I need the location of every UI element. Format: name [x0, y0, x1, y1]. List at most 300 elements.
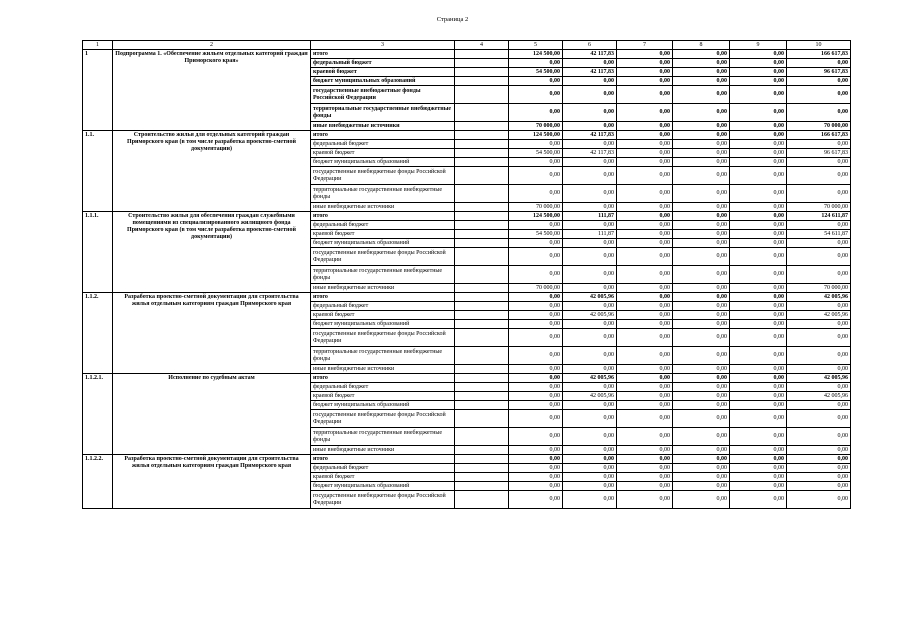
- section-title: Строительство жилья для обеспечения граждан служебными помещениями из специализированного жилищного фонда Приморского края (в том числе разработка проектно-сметной документации): [113, 212, 311, 293]
- amount-cell-col7: 0,00: [617, 392, 673, 401]
- section-code: 1.1.2.1.: [83, 374, 113, 455]
- amount-cell-col5: 0,00: [509, 329, 563, 347]
- table-row: [83, 212, 851, 221]
- table-row: [83, 131, 851, 140]
- funding-source: итого: [311, 293, 455, 302]
- amount-cell-col4: [455, 266, 509, 284]
- funding-source: итого: [311, 455, 455, 464]
- amount-cell-col10: 166 617,83: [787, 131, 851, 140]
- amount-cell-col9: 0,00: [730, 221, 787, 230]
- amount-cell-col8: 0,00: [673, 329, 730, 347]
- amount-cell-col5: 0,00: [509, 473, 563, 482]
- amount-cell-col8: 0,00: [673, 68, 730, 77]
- table-row: [83, 374, 851, 383]
- amount-cell-col9: 0,00: [730, 482, 787, 491]
- amount-cell-col9: 0,00: [730, 185, 787, 203]
- amount-cell-col9: 0,00: [730, 455, 787, 464]
- amount-cell-col5: 0,00: [509, 158, 563, 167]
- amount-cell-col4: [455, 158, 509, 167]
- amount-cell-col9: 0,00: [730, 140, 787, 149]
- amount-cell-col8: 0,00: [673, 149, 730, 158]
- funding-source: федеральный бюджет: [311, 221, 455, 230]
- amount-cell-col8: 0,00: [673, 167, 730, 185]
- amount-cell-col7: 0,00: [617, 221, 673, 230]
- amount-cell-col8: 0,00: [673, 401, 730, 410]
- budget-table: [82, 40, 851, 509]
- amount-cell-col5: 0,00: [509, 383, 563, 392]
- amount-cell-col8: 0,00: [673, 203, 730, 212]
- column-number: 2: [113, 41, 311, 50]
- amount-cell-col6: 42 117,83: [563, 131, 617, 140]
- amount-cell-col7: 0,00: [617, 401, 673, 410]
- amount-cell-col4: [455, 383, 509, 392]
- amount-cell-col10: 0,00: [787, 491, 851, 509]
- amount-cell-col7: 0,00: [617, 77, 673, 86]
- amount-cell-col7: 0,00: [617, 464, 673, 473]
- amount-cell-col5: 0,00: [509, 293, 563, 302]
- amount-cell-col9: 0,00: [730, 212, 787, 221]
- amount-cell-col4: [455, 374, 509, 383]
- funding-source: государственные внебюджетные фонды Российской Федерации: [311, 491, 455, 509]
- amount-cell-col6: 0,00: [563, 365, 617, 374]
- funding-source: территориальные государственные внебюджетные фонды: [311, 428, 455, 446]
- amount-cell-col6: 0,00: [563, 455, 617, 464]
- funding-source: бюджет муниципальных образований: [311, 320, 455, 329]
- amount-cell-col9: 0,00: [730, 122, 787, 131]
- amount-cell-col5: 0,00: [509, 140, 563, 149]
- amount-cell-col7: 0,00: [617, 122, 673, 131]
- amount-cell-col7: 0,00: [617, 311, 673, 320]
- amount-cell-col9: 0,00: [730, 104, 787, 122]
- amount-cell-col4: [455, 68, 509, 77]
- amount-cell-col4: [455, 284, 509, 293]
- amount-cell-col10: 0,00: [787, 464, 851, 473]
- table-row: [83, 293, 851, 302]
- amount-cell-col5: 0,00: [509, 410, 563, 428]
- amount-cell-col10: 166 617,83: [787, 50, 851, 59]
- amount-cell-col4: [455, 131, 509, 140]
- amount-cell-col8: 0,00: [673, 455, 730, 464]
- amount-cell-col7: 0,00: [617, 185, 673, 203]
- amount-cell-col7: 0,00: [617, 167, 673, 185]
- amount-cell-col8: 0,00: [673, 212, 730, 221]
- amount-cell-col7: 0,00: [617, 50, 673, 59]
- amount-cell-col10: 0,00: [787, 446, 851, 455]
- amount-cell-col9: 0,00: [730, 365, 787, 374]
- amount-cell-col5: 0,00: [509, 185, 563, 203]
- amount-cell-col9: 0,00: [730, 293, 787, 302]
- amount-cell-col8: 0,00: [673, 392, 730, 401]
- amount-cell-col4: [455, 473, 509, 482]
- amount-cell-col4: [455, 59, 509, 68]
- funding-source: краевой бюджет: [311, 392, 455, 401]
- funding-source: иные внебюджетные источники: [311, 284, 455, 293]
- funding-source: федеральный бюджет: [311, 302, 455, 311]
- amount-cell-col8: 0,00: [673, 374, 730, 383]
- amount-cell-col10: 96 617,83: [787, 68, 851, 77]
- amount-cell-col10: 0,00: [787, 86, 851, 104]
- column-number-row: [83, 41, 851, 50]
- amount-cell-col10: 0,00: [787, 365, 851, 374]
- amount-cell-col7: 0,00: [617, 140, 673, 149]
- amount-cell-col9: 0,00: [730, 239, 787, 248]
- amount-cell-col9: 0,00: [730, 203, 787, 212]
- amount-cell-col6: 0,00: [563, 329, 617, 347]
- amount-cell-col6: 0,00: [563, 77, 617, 86]
- amount-cell-col8: 0,00: [673, 311, 730, 320]
- amount-cell-col7: 0,00: [617, 491, 673, 509]
- amount-cell-col4: [455, 293, 509, 302]
- funding-source: краевой бюджет: [311, 149, 455, 158]
- amount-cell-col10: 0,00: [787, 248, 851, 266]
- amount-cell-col5: 0,00: [509, 266, 563, 284]
- amount-cell-col4: [455, 401, 509, 410]
- amount-cell-col7: 0,00: [617, 374, 673, 383]
- amount-cell-col4: [455, 203, 509, 212]
- amount-cell-col6: 0,00: [563, 158, 617, 167]
- funding-source: краевой бюджет: [311, 68, 455, 77]
- amount-cell-col6: 0,00: [563, 482, 617, 491]
- amount-cell-col7: 0,00: [617, 428, 673, 446]
- amount-cell-col4: [455, 392, 509, 401]
- funding-source: федеральный бюджет: [311, 464, 455, 473]
- amount-cell-col5: 0,00: [509, 392, 563, 401]
- amount-cell-col10: 0,00: [787, 239, 851, 248]
- amount-cell-col7: 0,00: [617, 239, 673, 248]
- amount-cell-col8: 0,00: [673, 86, 730, 104]
- amount-cell-col7: 0,00: [617, 131, 673, 140]
- section-title: Разработка проектно-сметной документации для строительства жилья отдельным категориям граждан Приморского края: [113, 293, 311, 374]
- column-number: 9: [730, 41, 787, 50]
- amount-cell-col4: [455, 410, 509, 428]
- amount-cell-col8: 0,00: [673, 185, 730, 203]
- amount-cell-col9: 0,00: [730, 329, 787, 347]
- amount-cell-col8: 0,00: [673, 122, 730, 131]
- amount-cell-col6: 42 005,96: [563, 311, 617, 320]
- amount-cell-col4: [455, 248, 509, 266]
- amount-cell-col4: [455, 104, 509, 122]
- amount-cell-col10: 0,00: [787, 428, 851, 446]
- amount-cell-col7: 0,00: [617, 59, 673, 68]
- amount-cell-col7: 0,00: [617, 446, 673, 455]
- amount-cell-col8: 0,00: [673, 365, 730, 374]
- funding-source: краевой бюджет: [311, 473, 455, 482]
- amount-cell-col10: 0,00: [787, 140, 851, 149]
- amount-cell-col6: 0,00: [563, 248, 617, 266]
- amount-cell-col4: [455, 446, 509, 455]
- funding-source: итого: [311, 374, 455, 383]
- amount-cell-col5: 0,00: [509, 59, 563, 68]
- amount-cell-col5: 0,00: [509, 446, 563, 455]
- amount-cell-col6: 42 005,96: [563, 374, 617, 383]
- amount-cell-col4: [455, 122, 509, 131]
- amount-cell-col6: 111,87: [563, 212, 617, 221]
- amount-cell-col10: 54 611,87: [787, 230, 851, 239]
- amount-cell-col8: 0,00: [673, 347, 730, 365]
- amount-cell-col8: 0,00: [673, 383, 730, 392]
- amount-cell-col10: 0,00: [787, 59, 851, 68]
- funding-source: бюджет муниципальных образований: [311, 482, 455, 491]
- amount-cell-col6: 0,00: [563, 203, 617, 212]
- funding-source: территориальные государственные внебюджетные фонды: [311, 185, 455, 203]
- amount-cell-col8: 0,00: [673, 239, 730, 248]
- funding-source: государственные внебюджетные фонды Российской Федерации: [311, 86, 455, 104]
- amount-cell-col9: 0,00: [730, 410, 787, 428]
- amount-cell-col6: 0,00: [563, 446, 617, 455]
- amount-cell-col5: 0,00: [509, 221, 563, 230]
- column-number: 3: [311, 41, 455, 50]
- amount-cell-col9: 0,00: [730, 149, 787, 158]
- page-label: Страница 2: [436, 16, 469, 23]
- amount-cell-col5: 0,00: [509, 311, 563, 320]
- amount-cell-col6: 42 117,83: [563, 68, 617, 77]
- amount-cell-col10: 0,00: [787, 482, 851, 491]
- amount-cell-col9: 0,00: [730, 59, 787, 68]
- amount-cell-col5: 0,00: [509, 374, 563, 383]
- amount-cell-col9: 0,00: [730, 77, 787, 86]
- amount-cell-col10: 0,00: [787, 383, 851, 392]
- amount-cell-col6: 0,00: [563, 284, 617, 293]
- amount-cell-col7: 0,00: [617, 266, 673, 284]
- amount-cell-col9: 0,00: [730, 302, 787, 311]
- amount-cell-col7: 0,00: [617, 473, 673, 482]
- funding-source: иные внебюджетные источники: [311, 446, 455, 455]
- amount-cell-col6: 0,00: [563, 140, 617, 149]
- amount-cell-col5: 124 500,00: [509, 131, 563, 140]
- amount-cell-col8: 0,00: [673, 293, 730, 302]
- amount-cell-col8: 0,00: [673, 266, 730, 284]
- amount-cell-col6: 0,00: [563, 86, 617, 104]
- amount-cell-col10: 0,00: [787, 473, 851, 482]
- amount-cell-col5: 70 000,00: [509, 203, 563, 212]
- funding-source: федеральный бюджет: [311, 383, 455, 392]
- amount-cell-col6: 0,00: [563, 320, 617, 329]
- amount-cell-col8: 0,00: [673, 302, 730, 311]
- amount-cell-col8: 0,00: [673, 131, 730, 140]
- amount-cell-col9: 0,00: [730, 86, 787, 104]
- amount-cell-col6: 0,00: [563, 122, 617, 131]
- amount-cell-col9: 0,00: [730, 248, 787, 266]
- amount-cell-col10: 0,00: [787, 455, 851, 464]
- amount-cell-col8: 0,00: [673, 221, 730, 230]
- amount-cell-col5: 0,00: [509, 320, 563, 329]
- amount-cell-col5: 70 000,00: [509, 122, 563, 131]
- amount-cell-col8: 0,00: [673, 230, 730, 239]
- funding-source: бюджет муниципальных образований: [311, 158, 455, 167]
- amount-cell-col5: 124 500,00: [509, 212, 563, 221]
- section-code: 1.1.2.: [83, 293, 113, 374]
- amount-cell-col6: 111,87: [563, 230, 617, 239]
- amount-cell-col10: 42 005,96: [787, 293, 851, 302]
- amount-cell-col4: [455, 311, 509, 320]
- amount-cell-col6: 42 117,83: [563, 149, 617, 158]
- table-row: [83, 455, 851, 464]
- amount-cell-col9: 0,00: [730, 374, 787, 383]
- amount-cell-col8: 0,00: [673, 248, 730, 266]
- amount-cell-col7: 0,00: [617, 347, 673, 365]
- amount-cell-col7: 0,00: [617, 293, 673, 302]
- amount-cell-col5: 0,00: [509, 464, 563, 473]
- funding-source: государственные внебюджетные фонды Российской Федерации: [311, 167, 455, 185]
- table-row: [83, 50, 851, 59]
- amount-cell-col7: 0,00: [617, 365, 673, 374]
- budget-table-body: [83, 41, 851, 509]
- amount-cell-col10: 0,00: [787, 77, 851, 86]
- amount-cell-col8: 0,00: [673, 140, 730, 149]
- amount-cell-col7: 0,00: [617, 230, 673, 239]
- amount-cell-col6: 0,00: [563, 473, 617, 482]
- amount-cell-col8: 0,00: [673, 410, 730, 428]
- amount-cell-col10: 0,00: [787, 167, 851, 185]
- amount-cell-col8: 0,00: [673, 473, 730, 482]
- amount-cell-col7: 0,00: [617, 410, 673, 428]
- amount-cell-col4: [455, 329, 509, 347]
- amount-cell-col9: 0,00: [730, 491, 787, 509]
- amount-cell-col6: 0,00: [563, 464, 617, 473]
- amount-cell-col9: 0,00: [730, 392, 787, 401]
- amount-cell-col4: [455, 455, 509, 464]
- amount-cell-col4: [455, 428, 509, 446]
- funding-source: иные внебюджетные источники: [311, 122, 455, 131]
- amount-cell-col4: [455, 140, 509, 149]
- amount-cell-col6: 0,00: [563, 167, 617, 185]
- funding-source: федеральный бюджет: [311, 140, 455, 149]
- funding-source: бюджет муниципальных образований: [311, 77, 455, 86]
- amount-cell-col9: 0,00: [730, 473, 787, 482]
- amount-cell-col4: [455, 482, 509, 491]
- amount-cell-col8: 0,00: [673, 428, 730, 446]
- amount-cell-col4: [455, 86, 509, 104]
- amount-cell-col4: [455, 167, 509, 185]
- amount-cell-col10: 0,00: [787, 410, 851, 428]
- amount-cell-col9: 0,00: [730, 446, 787, 455]
- amount-cell-col9: 0,00: [730, 68, 787, 77]
- funding-source: итого: [311, 131, 455, 140]
- amount-cell-col7: 0,00: [617, 383, 673, 392]
- amount-cell-col7: 0,00: [617, 158, 673, 167]
- amount-cell-col5: 0,00: [509, 104, 563, 122]
- amount-cell-col6: 0,00: [563, 239, 617, 248]
- amount-cell-col9: 0,00: [730, 230, 787, 239]
- amount-cell-col9: 0,00: [730, 167, 787, 185]
- amount-cell-col4: [455, 491, 509, 509]
- amount-cell-col5: 0,00: [509, 482, 563, 491]
- amount-cell-col5: 0,00: [509, 401, 563, 410]
- column-number: 8: [673, 41, 730, 50]
- amount-cell-col10: 42 005,96: [787, 311, 851, 320]
- amount-cell-col9: 0,00: [730, 50, 787, 59]
- amount-cell-col5: 0,00: [509, 167, 563, 185]
- amount-cell-col6: 42 005,96: [563, 293, 617, 302]
- amount-cell-col8: 0,00: [673, 320, 730, 329]
- amount-cell-col7: 0,00: [617, 482, 673, 491]
- section-code: 1.1.: [83, 131, 113, 212]
- amount-cell-col7: 0,00: [617, 149, 673, 158]
- amount-cell-col10: 70 000,00: [787, 203, 851, 212]
- amount-cell-col4: [455, 212, 509, 221]
- amount-cell-col5: 54 500,00: [509, 149, 563, 158]
- amount-cell-col5: 0,00: [509, 239, 563, 248]
- column-number: 7: [617, 41, 673, 50]
- funding-source: территориальные государственные внебюджетные фонды: [311, 104, 455, 122]
- section-code: 1.1.1.: [83, 212, 113, 293]
- funding-source: государственные внебюджетные фонды Российской Федерации: [311, 329, 455, 347]
- amount-cell-col8: 0,00: [673, 158, 730, 167]
- amount-cell-col9: 0,00: [730, 383, 787, 392]
- funding-source: территориальные государственные внебюджетные фонды: [311, 347, 455, 365]
- amount-cell-col10: 0,00: [787, 158, 851, 167]
- amount-cell-col9: 0,00: [730, 131, 787, 140]
- amount-cell-col5: 54 500,00: [509, 68, 563, 77]
- amount-cell-col4: [455, 464, 509, 473]
- amount-cell-col4: [455, 77, 509, 86]
- amount-cell-col10: 0,00: [787, 185, 851, 203]
- amount-cell-col9: 0,00: [730, 158, 787, 167]
- amount-cell-col10: 0,00: [787, 302, 851, 311]
- amount-cell-col4: [455, 185, 509, 203]
- amount-cell-col8: 0,00: [673, 482, 730, 491]
- amount-cell-col5: 0,00: [509, 365, 563, 374]
- amount-cell-col10: 70 000,00: [787, 122, 851, 131]
- funding-source: иные внебюджетные источники: [311, 365, 455, 374]
- amount-cell-col8: 0,00: [673, 464, 730, 473]
- amount-cell-col10: 96 617,83: [787, 149, 851, 158]
- funding-source: краевой бюджет: [311, 311, 455, 320]
- amount-cell-col6: 42 117,83: [563, 50, 617, 59]
- amount-cell-col6: 0,00: [563, 383, 617, 392]
- column-number: 1: [83, 41, 113, 50]
- amount-cell-col7: 0,00: [617, 86, 673, 104]
- amount-cell-col6: 0,00: [563, 401, 617, 410]
- amount-cell-col6: 0,00: [563, 410, 617, 428]
- amount-cell-col6: 0,00: [563, 347, 617, 365]
- amount-cell-col10: 70 000,00: [787, 284, 851, 293]
- section-title: Подпрограмма 1. «Обеспечение жильем отдельных категорий граждан Приморского края»: [113, 50, 311, 131]
- amount-cell-col7: 0,00: [617, 248, 673, 266]
- amount-cell-col5: 0,00: [509, 347, 563, 365]
- funding-source: итого: [311, 50, 455, 59]
- amount-cell-col10: 0,00: [787, 329, 851, 347]
- amount-cell-col9: 0,00: [730, 284, 787, 293]
- amount-cell-col8: 0,00: [673, 491, 730, 509]
- amount-cell-col7: 0,00: [617, 203, 673, 212]
- amount-cell-col10: 42 005,96: [787, 374, 851, 383]
- amount-cell-col5: 54 500,00: [509, 230, 563, 239]
- amount-cell-col5: 124 500,00: [509, 50, 563, 59]
- amount-cell-col6: 0,00: [563, 185, 617, 203]
- amount-cell-col4: [455, 239, 509, 248]
- section-title: Разработка проектно-сметной документации для строительства жилья отдельным категориям граждан Приморского края: [113, 455, 311, 509]
- amount-cell-col5: 0,00: [509, 455, 563, 464]
- column-number: 4: [455, 41, 509, 50]
- amount-cell-col9: 0,00: [730, 266, 787, 284]
- section-title: Строительство жилья для отдельных категорий граждан Приморского края (в том числе разработка проектно-сметной документации): [113, 131, 311, 212]
- amount-cell-col7: 0,00: [617, 68, 673, 77]
- amount-cell-col6: 42 005,96: [563, 392, 617, 401]
- amount-cell-col4: [455, 365, 509, 374]
- funding-source: федеральный бюджет: [311, 59, 455, 68]
- amount-cell-col4: [455, 50, 509, 59]
- amount-cell-col7: 0,00: [617, 212, 673, 221]
- amount-cell-col7: 0,00: [617, 302, 673, 311]
- amount-cell-col7: 0,00: [617, 455, 673, 464]
- funding-source: краевой бюджет: [311, 230, 455, 239]
- amount-cell-col9: 0,00: [730, 428, 787, 446]
- amount-cell-col10: 124 611,87: [787, 212, 851, 221]
- amount-cell-col7: 0,00: [617, 284, 673, 293]
- amount-cell-col4: [455, 320, 509, 329]
- amount-cell-col6: 0,00: [563, 59, 617, 68]
